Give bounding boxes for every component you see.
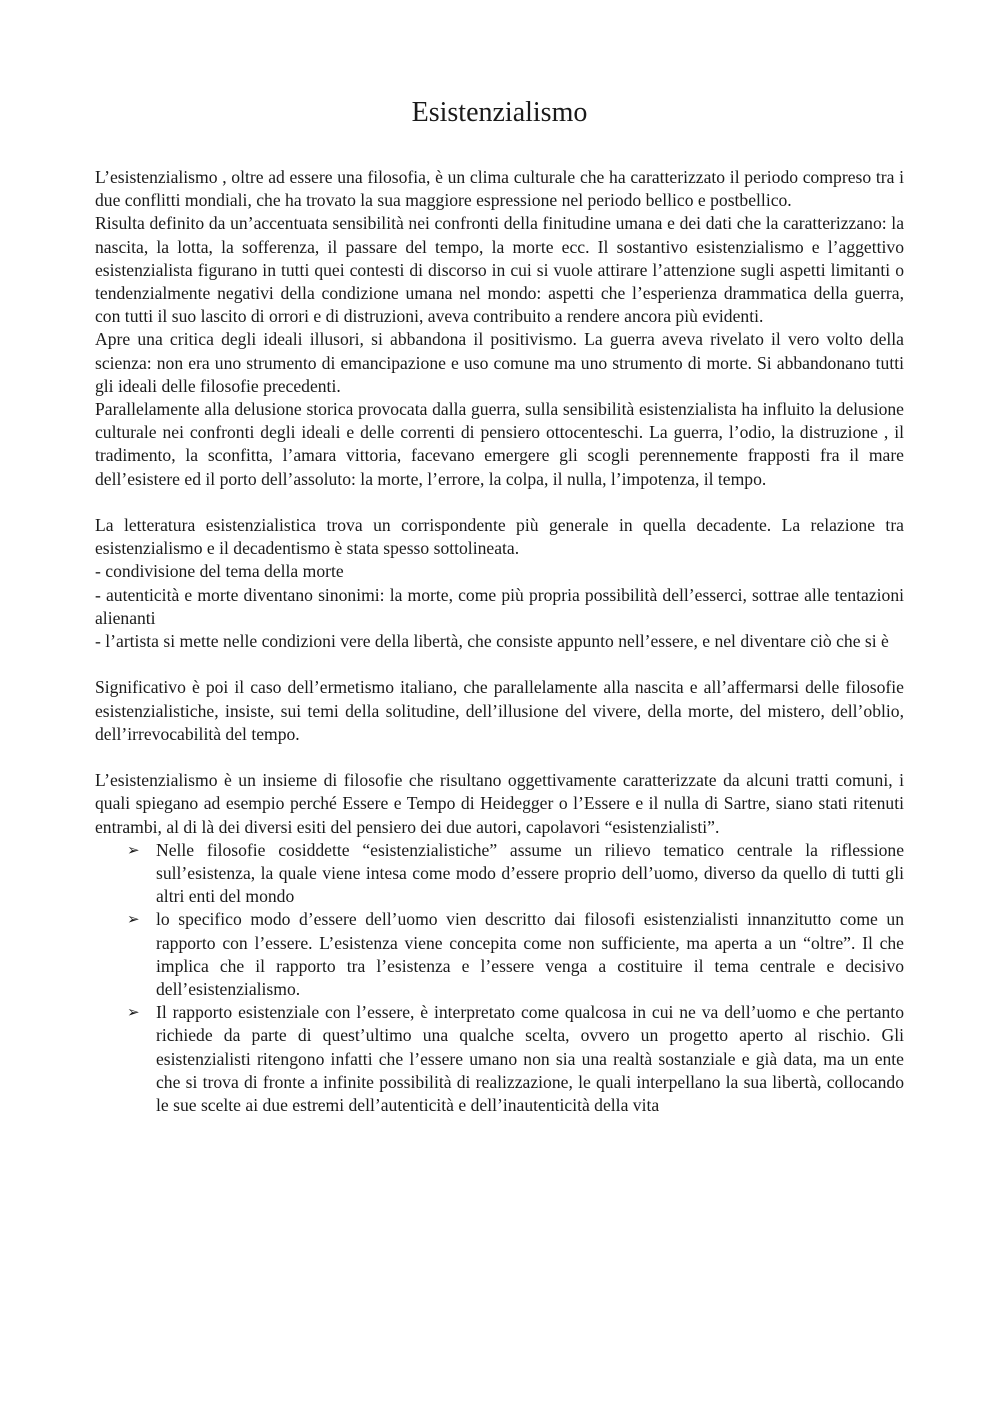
dash-item-authenticity: - autenticità e morte diventano sinonimi: la morte, come più propria possibilità dell’esserci, sottrae alle tentazioni alienanti [95, 584, 904, 628]
paragraph-gap [95, 653, 904, 676]
dash-item-artist: - l’artista si mette nelle condizioni vere della libertà, che consiste appunto nell’essere, e nel diventare ciò che si è [95, 631, 889, 652]
bullet-list [95, 839, 904, 1117]
paragraph-common-traits: L’esistenzialismo è un insieme di filosofie che risultano oggettivamente caratterizzate da alcuni tratti comuni, i quali spiegano ad esempio perché Essere e Tempo di Heidegger o l’Essere e il nulla di Sartre, siano stati ritenuti entrambi, al di là dei diversi esiti del pensiero dei due autori, capolavori “esistenzialisti”. [95, 770, 904, 837]
paragraph-cultural-delusion: Parallelamente alla delusione storica provocata dalla guerra, sulla sensibilità esistenzialista ha influito la delusione culturale nei confronti degli ideali e delle correnti di pensiero ottocenteschi. La guerra, l’odio, la distruzione , il tradimento, la sconfitta, l’amara vittoria, facevano emergere gli scogli perennemente frapposti fra il mare dell’esistere ed il porto dell’assoluto: la morte, l’errore, la colpa, il nulla, l’impotenza, il tempo. [95, 399, 904, 489]
paragraph-definition: Risulta definito da un’accentuata sensibilità nei confronti della finitudine umana e dei dati che la caratterizzano: la nascita, la lotta, la sofferenza, il passare del tempo, la morte ecc. Il sostantivo esistenzialismo e l’aggettivo esistenzialista figurano in tutti quei contesti di discorso in cui si vuole attirare l’attenzione sugli aspetti limitanti o tendenzialmente negativi della condizione umana nel mondo: aspetti che l’esperienza drammatica della guerra, con tutti il suo lascito di orrori e di distruzioni, aveva contribuito a rendere ancora più evidenti. [95, 213, 904, 327]
paragraph-gap [95, 491, 904, 514]
bullet-item-choice [127, 1001, 904, 1117]
dash-item-death-theme: - condivisione del tema della morte [95, 561, 344, 582]
paragraph-gap [95, 746, 904, 769]
paragraph-literature: La letteratura esistenzialistica trova un corrispondente più generale in quella decadente. La relazione tra esistenzialismo e il decadentismo è stata spesso sottolineata. [95, 515, 904, 559]
document-page [95, 96, 904, 1117]
document-title: Esistenzialismo [411, 97, 588, 128]
paragraph-hermeticism: Significativo è poi il caso dell’ermetismo italiano, che parallelamente alla nascita e all’affermarsi delle filosofie esistenzialistiche, insiste, sui temi della solitudine, dell’illusione del vivere, della morte, del mistero, dell’oblio, dell’irrevocabilità del tempo. [95, 677, 904, 744]
bullet-text: Il rapporto esistenziale con l’essere, è interpretato come qualcosa in cui ne va dell’uomo e che pertanto richiede da parte di quest’ultimo una qualche scelta, ovvero un progetto aperto al rischio. Gli esistenzialisti ritengono infatti che l’essere umano non sia una realtà sostanziale e già data, ma un ente che si trova di fronte a infinite possibilità di realizzazione, le quali interpellano la sua libertà, collocando le sue scelte ai due estremi dell’autenticità e dell’inautenticità della vita [156, 1002, 904, 1116]
arrow-bullet-icon: ➢ [127, 910, 140, 929]
paragraph-intro: L’esistenzialismo , oltre ad essere una filosofia, è un clima culturale che ha caratterizzato il periodo compreso tra i due conflitti mondiali, che ha trovato la sua maggiore espressione nel periodo bellico e postbellico. [95, 167, 904, 211]
arrow-bullet-icon: ➢ [127, 840, 140, 859]
bullet-item-relation-being [127, 908, 904, 1001]
bullet-item-existence [127, 839, 904, 909]
bullet-text: lo specifico modo d’essere dell’uomo vien descritto dai filosofi esistenzialisti innanzitutto come un rapporto con l’essere. L’esistenza viene concepita come non sufficiente, ma aperta a un “oltre”. Il che implica che il rapporto tra l’esistenza e l’essere venga a costituire il tema centrale e decisivo dell’esistenzialismo. [156, 909, 904, 1000]
paragraph-critique: Apre una critica degli ideali illusori, si abbandona il positivismo. La guerra aveva rivelato il vero volto della scienza: non era uno strumento di emancipazione e uso comune ma uno strumento di morte. Si abbandonano tutti gli ideali delle filosofie precedenti. [95, 329, 904, 396]
arrow-bullet-icon: ➢ [127, 1003, 140, 1022]
bullet-text: Nelle filosofie cosiddette “esistenzialistiche” assume un rilievo tematico centrale la riflessione sull’esistenza, la quale viene intesa come modo d’essere proprio dell’uomo, diverso da quello di tutti gli altri enti del mondo [156, 839, 904, 907]
